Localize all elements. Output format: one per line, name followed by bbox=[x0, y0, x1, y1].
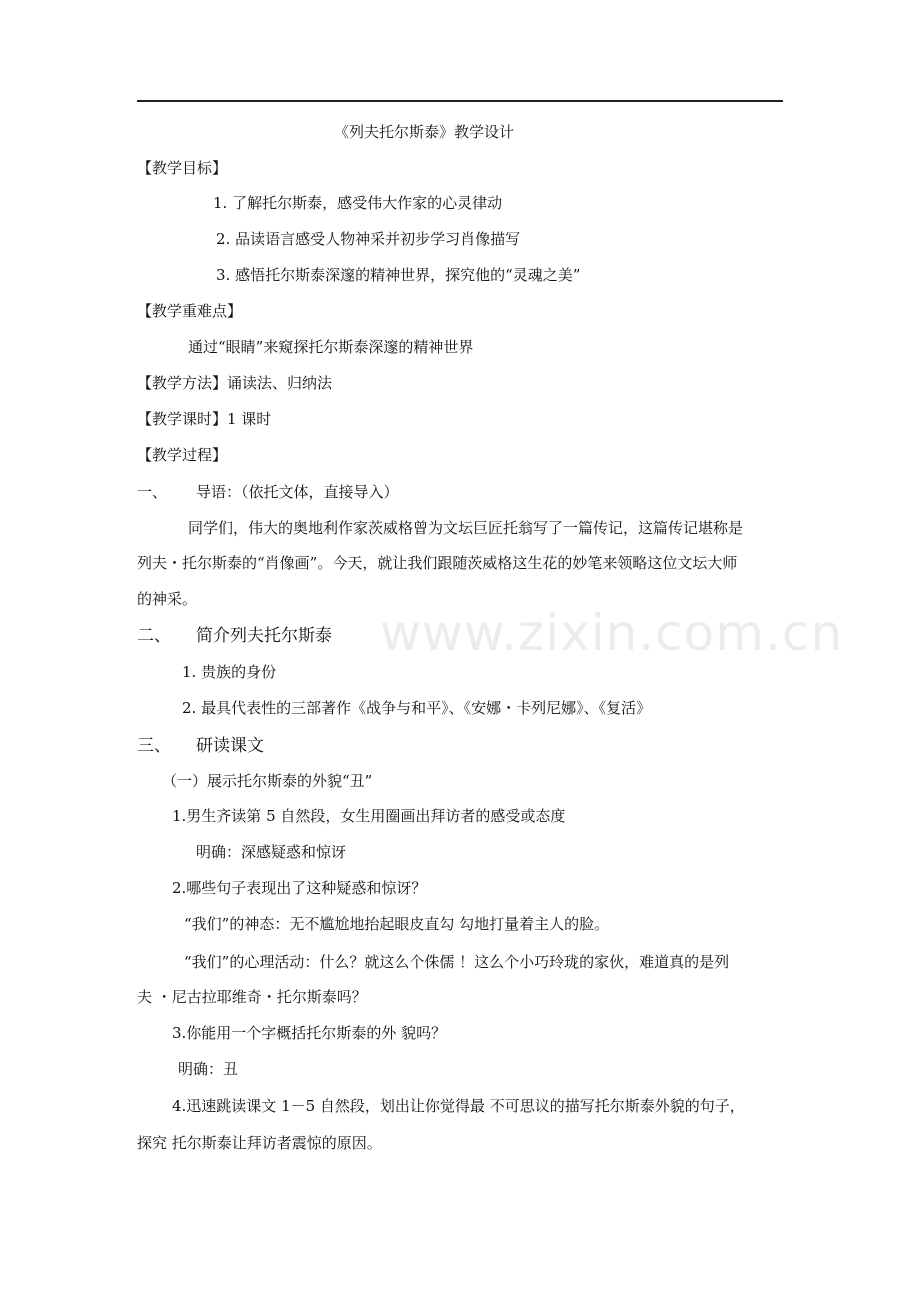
answer-3: 明确：丑 bbox=[178, 1060, 239, 1078]
objective-item-3: 3. 感悟托尔斯泰深邃的精神世界，探究他的“灵魂之美” bbox=[216, 266, 581, 284]
watermark: www.zixin.com.cn bbox=[380, 604, 844, 662]
section-2-item-2: 2. 最具代表性的三部著作《战争与和平》、《安娜・卡列尼娜》、《复活》 bbox=[182, 699, 652, 717]
answer-1: 明确：深感疑惑和惊讶 bbox=[196, 843, 347, 861]
section-2-item-1: 1. 贵族的身份 bbox=[182, 663, 277, 681]
subsection-1-title: （一）展示托尔斯泰的外貌“丑” bbox=[162, 772, 373, 790]
key-points-text: 通过“眼睛”来窥探托尔斯泰深邃的精神世界 bbox=[188, 338, 474, 356]
intro-paragraph-line-2: 列夫・托尔斯泰的“肖像画”。今天，就让我们跟随茨威格这生花的妙笔来领略这位文坛大师 bbox=[137, 554, 738, 572]
question-4-line-2: 探究 托尔斯泰让拜访者震惊的原因。 bbox=[137, 1134, 382, 1152]
section-2-number: 二、 bbox=[137, 626, 171, 646]
section-2-title: 简介列夫托尔斯泰 bbox=[196, 626, 332, 646]
question-2: 2.哪些句子表现出了这种疑惑和惊讶？ bbox=[172, 879, 427, 897]
objectives-heading: 【教学目标】 bbox=[137, 159, 228, 177]
document-title: 《列夫托尔斯泰》教学设计 bbox=[334, 123, 515, 141]
section-3-title: 研读课文 bbox=[196, 736, 264, 756]
section-1-title: 导语：（依托文体，直接导入） bbox=[196, 483, 399, 501]
intro-paragraph-line-3: 的神采。 bbox=[137, 590, 198, 608]
question-2-example-2-cont: 夫 ・尼古拉耶维奇・托尔斯泰吗？ bbox=[137, 988, 367, 1006]
question-4-line-1: 4.迅速跳读课文 1－5 自然段，划出让你觉得最 不可思议的描写托尔斯泰外貌的句子， bbox=[172, 1097, 745, 1115]
question-1: 1.男生齐读第 5 自然段，女生用圈画出拜访者的感受或态度 bbox=[172, 807, 566, 825]
intro-paragraph-line-1: 同学们，伟大的奥地利作家茨威格曾为文坛巨匠托翁写了一篇传记，这篇传记堪称是 bbox=[188, 519, 744, 537]
teaching-hours: 【教学课时】1 课时 bbox=[137, 410, 272, 428]
question-3: 3.你能用一个字概括托尔斯泰的外 貌吗？ bbox=[172, 1024, 447, 1042]
teaching-method: 【教学方法】诵读法、归纳法 bbox=[137, 374, 333, 392]
section-1-number: 一、 bbox=[137, 483, 168, 501]
key-points-heading: 【教学重难点】 bbox=[137, 302, 243, 320]
question-2-example-2: “我们”的心理活动：什么？就这么个侏儒 ！这么个小巧玲珑的家伙，难道真的是列 bbox=[184, 953, 730, 971]
objective-item-1: 1. 了解托尔斯泰，感受伟大作家的心灵律动 bbox=[213, 194, 503, 212]
header-rule bbox=[137, 100, 783, 102]
process-heading: 【教学过程】 bbox=[137, 446, 228, 464]
question-2-example-1: “我们”的神态：无不尴尬地抬起眼皮直勾 勾地打量着主人的脸。 bbox=[184, 915, 610, 933]
objective-item-2: 2. 品读语言感受人物神采并初步学习肖像描写 bbox=[216, 230, 521, 248]
section-3-number: 三、 bbox=[137, 736, 171, 756]
